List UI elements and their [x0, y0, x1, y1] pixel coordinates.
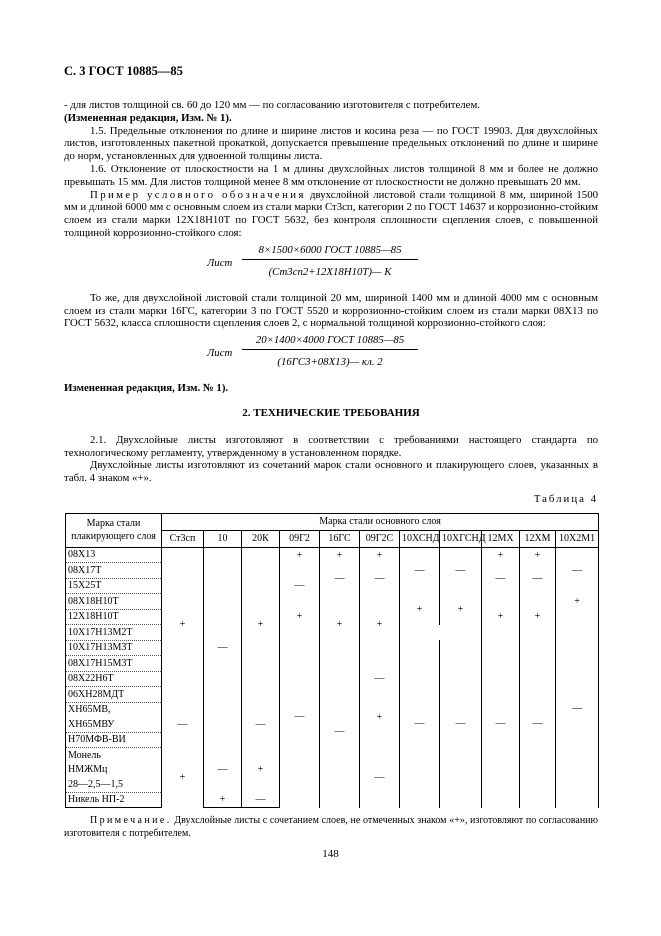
- cell-plus: +: [162, 547, 204, 702]
- clad-grade: ХН65МВУ: [66, 717, 162, 732]
- note-text: Двухслойные листы с сочетанием слоев, не отмеченных знаком «+», изготовляют по согласованию изготовителя с потребителем.: [64, 815, 598, 839]
- cell-dash: —: [482, 563, 520, 594]
- designation-formula-1: [64, 243, 598, 287]
- document-body: [64, 99, 598, 808]
- paragraph-1-6: 1.6. Отклонение от плоскостности на 1 м длины двухслойных листов толщиной 8 мм и более не должно превышать 15 мм. Для листов толщиной менее 8 мм отклонение от плоскостности не должно превышать 20 мм.: [64, 162, 598, 188]
- cell-plus: +: [320, 547, 360, 563]
- cell-dash: —: [360, 563, 400, 594]
- formula-denominator: (16ГС3+08Х13)— кл. 2: [277, 356, 383, 369]
- cell-dash: —: [556, 609, 599, 808]
- base-grade-header: 10: [204, 530, 242, 547]
- base-grade-header: 20К: [242, 530, 280, 547]
- clad-grade: 06ХН28МДТ: [66, 687, 162, 703]
- table-caption: Таблица 4: [533, 492, 598, 505]
- base-grade-header: 16ГС: [320, 530, 360, 547]
- cell-dash: —: [360, 671, 400, 687]
- cell-plus: +: [440, 594, 482, 625]
- clad-grade: Монель: [66, 748, 162, 763]
- table-row: [66, 594, 599, 610]
- base-grade-header: 10ХГСНД: [440, 530, 482, 547]
- cell-plus: +: [204, 792, 242, 808]
- section-title: 2. ТЕХНИЧЕСКИЕ ТРЕБОВАНИЯ: [242, 406, 420, 419]
- cell-dash: —: [280, 625, 320, 808]
- clad-grade: 28—2,5—1,5: [66, 777, 162, 792]
- formula-label: Лист: [207, 256, 233, 269]
- base-grade-header: 10Х2М1: [556, 530, 599, 547]
- clad-grade: 08Х17Н15М3Т: [66, 656, 162, 672]
- formula-numerator: 8×1500×6000 ГОСТ 10885—85: [242, 244, 418, 260]
- paragraph-designation-example: [64, 189, 598, 240]
- page-header: С. 3 ГОСТ 10885—85: [64, 64, 183, 78]
- clad-grade: 08Х22Н6Т: [66, 671, 162, 687]
- cell-dash: —: [242, 702, 280, 748]
- cell-dash: —: [482, 640, 520, 808]
- formula-label: Лист: [207, 347, 233, 360]
- clad-grade: 15Х25Т: [66, 578, 162, 594]
- cell-dash: —: [556, 547, 599, 594]
- cell-plus: +: [280, 609, 320, 625]
- clad-grade: НМЖМц: [66, 763, 162, 778]
- cell-dash: —: [204, 547, 242, 748]
- formula-denominator: (Ст3сп2+12Х18Н10Т)— К: [268, 265, 392, 278]
- page-number: 148: [322, 848, 339, 860]
- cell-plus: +: [242, 547, 280, 702]
- paragraph: - для листов толщиной св. 60 до 120 мм — по согласованию изготовителя с потребителем.: [64, 99, 480, 111]
- steel-combination-table: [65, 513, 599, 809]
- cell-plus: +: [482, 594, 520, 641]
- clad-grade: 08Х18Н10Т: [66, 594, 162, 610]
- cell-plus: +: [360, 594, 400, 656]
- clad-grade: Н70МФВ-ВИ: [66, 732, 162, 748]
- paragraph-2-1: 2.1. Двухслойные листы изготовляют в соответствии с требованиями настоящего стандарта по технологическому регламенту, утвержденному в установленном порядке.: [64, 433, 598, 459]
- formula-numerator: 20×1400×4000 ГОСТ 10885—85: [242, 334, 418, 350]
- cell-dash: —: [360, 748, 400, 808]
- amendment-note: (Измененная редакция, Изм. № 1).: [64, 111, 232, 124]
- cell-dash: —: [320, 656, 360, 808]
- table-row: [66, 563, 599, 579]
- designation-formula-2: [64, 333, 598, 377]
- cell-dash: —: [440, 547, 482, 594]
- clad-grade: 08Х17Т: [66, 563, 162, 579]
- clad-grade: 10Х17Н13М3Т: [66, 640, 162, 656]
- base-grade-header: 10ХСНД: [400, 530, 440, 547]
- base-grade-header: 12МХ: [482, 530, 520, 547]
- cell-plus: +: [520, 594, 556, 641]
- paragraph-combinations: Двухслойные листы изготовляют из сочетаний марок стали основного и плакирующего слоев, указанных в табл. 4 знаком «+».: [64, 459, 598, 485]
- cell-plus: +: [360, 687, 400, 748]
- cell-dash: —: [242, 792, 280, 808]
- cell-plus: +: [400, 594, 440, 625]
- paragraph-1-5: 1.5. Предельные отклонения по длине и ширине листов и косина реза — по ГОСТ 19903. Для двухслойных листов, изготовленных пакетной прокаткой, допускается превышение предельных отклонений по длине и ширине до норм, установленных для удвоенной толщины листа.: [64, 124, 598, 163]
- cell-plus: +: [556, 594, 599, 610]
- cell-dash: —: [320, 563, 360, 594]
- cell-plus: +: [280, 547, 320, 563]
- cell-dash: —: [520, 640, 556, 808]
- clad-grade: Никель НП-2: [66, 792, 162, 808]
- table-row: [66, 547, 599, 563]
- cell-plus: +: [162, 748, 204, 808]
- cell-plus: +: [360, 547, 400, 563]
- cell-plus: +: [320, 594, 360, 656]
- table-note: [64, 815, 598, 840]
- clad-grade: ХН65МВ,: [66, 702, 162, 717]
- designation-example-heading: Пример условного обозначения: [90, 188, 306, 201]
- clad-layer-header: Марка стали плакирующего слоя: [66, 513, 162, 547]
- base-layer-header: Марка стали основного слоя: [162, 513, 599, 530]
- cell-dash: —: [440, 640, 482, 808]
- amendment-note: Измененная редакция, Изм. № 1).: [64, 382, 229, 395]
- paragraph-same-example: То же, для двухслойной листовой стали толщиной 20 мм, шириной 1400 мм и длиной 4000 мм с основным слоем из стали марки 16ГС, категории 3 по ГОСТ 5520 и коррозионно-стойким слоем из стали марки 08Х13 по ГОСТ 5632, класса сплошности сцепления слоев 2, с нормальной толщиной коррозионно-стойкого слоя:: [64, 291, 598, 330]
- cell-plus: +: [520, 547, 556, 563]
- designation-example-text: двухслойной листовой стали толщиной 8 мм, шириной 1500 мм и длиной 6000 мм с основным слоем из стали марки Ст3сп, категории 2 по ГОСТ 14637 и коррозионно-стойким слоем из стали марки 12Х18Н10Т по ГОСТ 5632, без контроля сплошности сцепления слоев, с повышенной толщиной коррозионно-стойкого слоя:: [64, 188, 599, 239]
- cell-plus: +: [482, 547, 520, 563]
- base-grade-header: 09Г2С: [360, 530, 400, 547]
- cell-dash: —: [204, 748, 242, 793]
- cell-dash: —: [520, 563, 556, 594]
- cell-dash: —: [400, 640, 440, 808]
- clad-grade: 12Х18Н10Т: [66, 609, 162, 625]
- clad-grade: 08Х13: [66, 547, 162, 563]
- clad-grade: 10Х17Н13М2Т: [66, 625, 162, 641]
- base-grade-header: 09Г2: [280, 530, 320, 547]
- note-title: Примечание.: [90, 815, 172, 826]
- base-grade-header: Ст3сп: [162, 530, 204, 547]
- cell-plus: +: [242, 748, 280, 793]
- cell-dash: —: [162, 702, 204, 748]
- base-grade-header: 12ХМ: [520, 530, 556, 547]
- cell-dash: —: [400, 547, 440, 594]
- cell-dash: —: [280, 563, 320, 610]
